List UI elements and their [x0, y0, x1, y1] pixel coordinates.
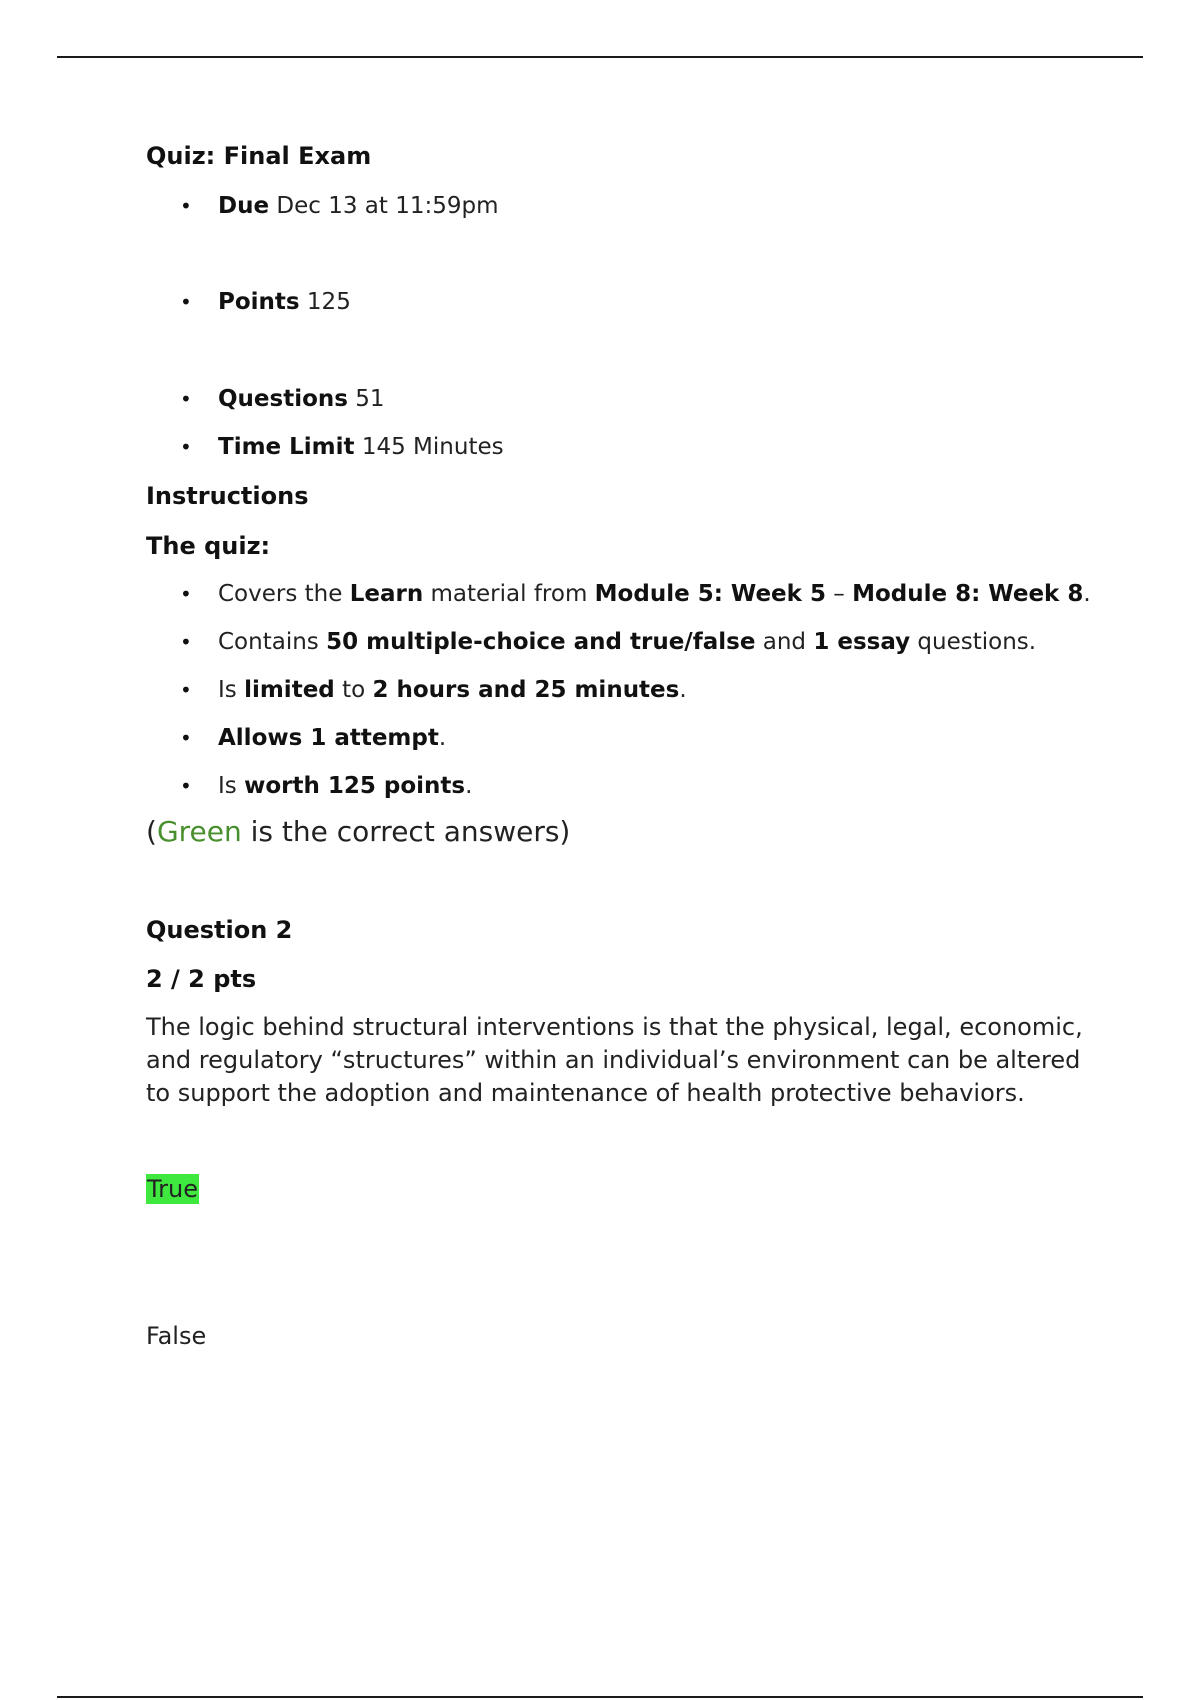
detail-label: Time Limit — [218, 434, 355, 460]
quiz-title: Quiz: Final Exam — [146, 142, 372, 170]
detail-value: 125 — [306, 289, 351, 315]
answer-key-note: (Green is the correct answers) — [146, 815, 571, 848]
instruction-item: • Allows 1 attempt. — [146, 722, 1106, 754]
detail-value: 51 — [355, 386, 385, 412]
detail-value: Dec 13 at 11:59pm — [276, 193, 499, 219]
top-rule — [57, 56, 1143, 58]
detail-time-limit — [146, 431, 1106, 479]
detail-due — [146, 190, 1106, 286]
instruction-item: • Is limited to 2 hours and 25 minutes. — [146, 674, 1106, 706]
detail-label: Points — [218, 289, 300, 315]
answer-true: True — [147, 1175, 198, 1203]
instructions-list — [146, 578, 1106, 802]
instruction-item: • Contains 50 multiple-choice and true/false and 1 essay questions. — [146, 626, 1106, 658]
detail-questions — [146, 383, 1106, 431]
question-text: The logic behind structural interventions is that the physical, legal, economic, and regulatory “structures” within an individual’s environment can be altered to support the adoption and maintenance of health protective behaviors. — [146, 1013, 1083, 1107]
detail-label: Due — [218, 193, 270, 219]
answer-options — [146, 1174, 1106, 1353]
question-score: 2 / 2 pts — [146, 965, 257, 993]
document-content — [146, 140, 1106, 1353]
bottom-rule — [57, 1696, 1143, 1698]
green-word: Green — [156, 815, 242, 848]
answer-false: False — [146, 1322, 207, 1350]
instruction-item: • Covers the Learn material from Module 5: Week 5 – Module 8: Week 8. — [146, 578, 1106, 610]
question-title: Question 2 — [146, 916, 293, 944]
quiz-details — [146, 190, 1106, 479]
detail-points — [146, 286, 1106, 383]
instructions-subheading: The quiz: — [146, 532, 271, 560]
instruction-item: • Is worth 125 points. — [146, 770, 1106, 802]
instructions-heading: Instructions — [146, 482, 309, 510]
detail-value: 145 Minutes — [361, 434, 504, 460]
detail-label: Questions — [218, 386, 348, 412]
